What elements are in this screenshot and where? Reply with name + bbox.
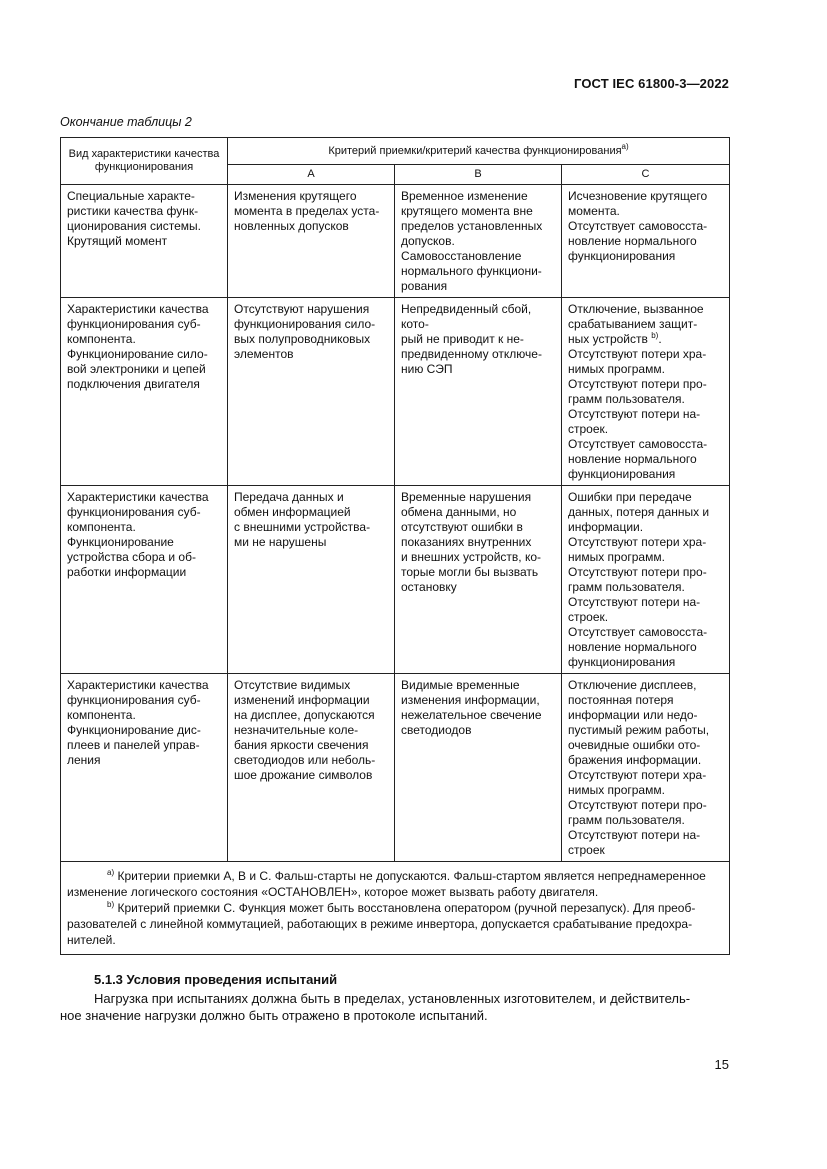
cell-c: Ошибки при передаче данных, потеря данных и информации. Отсутствуют потери хра- нимых программ. Отсутствуют потери про- грамм пользователя. Отсутствуют потери на- строек. Отсутствует самовосста- новление нормального функционирования	[562, 486, 730, 674]
cell-c: Отключение дисплеев, постоянная потеря информации или недо- пустимый режим работы, очевидные ошибки ото- бражения информации. Отсутствуют потери хра- нимых программ. Отсутствуют потери про- грамм пользователя. Отсутствуют потери на- строек	[562, 674, 730, 862]
cell-b: Временное изменение крутящего момента вне пределов установленных допусков. Самовосстановление нормального функциони- рования	[395, 185, 562, 298]
cell-a: Отсутствие видимых изменений информации на дисплее, допускаются незначительные коле- бания яркости свечения светодиодов или неболь- шое дрожание символов	[228, 674, 395, 862]
table-caption: Окончание таблицы 2	[60, 115, 192, 129]
header-col-a: A	[228, 165, 395, 185]
header-kind: Вид характеристики качества функционирования	[61, 138, 228, 185]
cell-b: Непредвиденный сбой, кото- рый не приводит к не- предвиденному отключе- нию СЭП	[395, 298, 562, 486]
cell-b: Видимые временные изменения информации, нежелательное свечение светодиодов	[395, 674, 562, 862]
note-a: $^{a)}$ Критерии приемки A, B и C. Фальш-старты не допускаются. Фальш-стартом является непреднамеренное изменение логического состояния «ОСТАНОВЛЕН», которое может вызвать работу двигателя.	[67, 868, 706, 899]
cell-kind: Характеристики качества функционирования суб- компонента. Функционирование сило- вой электроники и цепей подключения двигателя	[61, 298, 228, 486]
page-number: 15	[714, 1057, 729, 1072]
criteria-table	[60, 137, 730, 955]
cell-a: Передача данных и обмен информацией с внешними устройства- ми не нарушены	[228, 486, 395, 674]
header-col-c: C	[562, 165, 730, 185]
section-heading: 5.1.3 Условия проведения испытаний	[94, 972, 338, 987]
table-row	[61, 298, 730, 486]
document-code: ГОСТ IEC 61800-3—2022	[574, 76, 729, 91]
note-b: $^{b)}$ Критерий приемки C. Функция может быть восстановлена оператором (ручной перезапуск). Для преоб- разователей с линейной коммутацией, работающих в режиме инвертора, допускается срабатывание предохра- нителей.	[67, 900, 696, 947]
header-criterion: Критерий приемки/критерий качества функционирования$^{a)}$	[228, 138, 730, 165]
cell-a: Изменения крутящего момента в пределах уста- новленных допусков	[228, 185, 395, 298]
cell-c: Отключение, вызванное срабатыванием защит- ных устройств $^{b)}$. Отсутствуют потери хра- нимых программ. Отсутствуют потери про- грамм пользователя. Отсутствуют потери на- строек. Отсутствует самовосста- новление нормального функционирования	[562, 298, 730, 486]
table-header-row	[61, 138, 730, 165]
table-notes-row	[61, 862, 730, 955]
footnote-ref-b: b)	[651, 331, 659, 340]
cell-c: Исчезновение крутящего момента. Отсутствует самовосста- новление нормального функционирования	[562, 185, 730, 298]
header-col-b: B	[395, 165, 562, 185]
cell-a: Отсутствуют нарушения функционирования сило- вых полупроводниковых элементов	[228, 298, 395, 486]
cell-kind: Характеристики качества функционирования суб- компонента. Функционирование дис- плеев и панелей управ- ления	[61, 674, 228, 862]
footnote-ref-a: a)	[621, 141, 629, 151]
table-row	[61, 674, 730, 862]
body-paragraph: Нагрузка при испытаниях должна быть в пределах, установленных изготовителем, и действитель- ное значение нагрузки должно быть отражено в протоколе испытаний.	[60, 991, 691, 1023]
table-row	[61, 185, 730, 298]
table-notes	[61, 862, 730, 955]
table-row	[61, 486, 730, 674]
cell-kind: Характеристики качества функционирования суб- компонента. Функционирование устройства сбора и об- работки информации	[61, 486, 228, 674]
cell-b: Временные нарушения обмена данными, но отсутствуют ошибки в показаниях внутренних и внешних устройств, ко- торые могли бы вызвать остановку	[395, 486, 562, 674]
cell-kind: Специальные характе- ристики качества функ- ционирования системы. Крутящий момент	[61, 185, 228, 298]
